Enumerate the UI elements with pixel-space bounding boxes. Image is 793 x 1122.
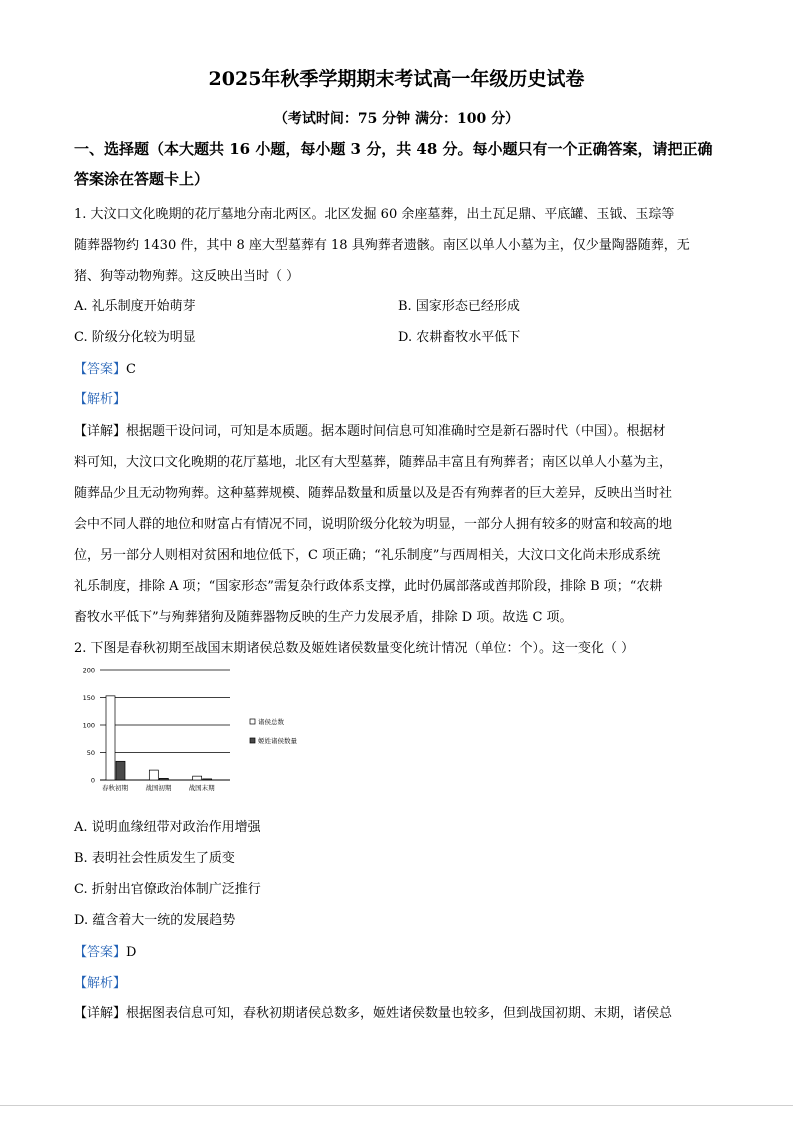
bar-total-1 xyxy=(149,770,158,780)
q1-stem-line2: 随葬器物约 1430 件，其中 8 座大型墓葬有 18 具殉葬者遗骸。南区以单人小墓为主，仅少量陶器随葬，无 xyxy=(74,238,690,253)
bar-ji-2 xyxy=(203,779,212,780)
q2-detail-label: 【详解】 xyxy=(74,1006,127,1021)
exam-subtitle: （考试时间：75 分钟 满分：100 分） xyxy=(273,111,520,127)
x-category-label: 战国末期 xyxy=(188,784,215,792)
q1-stem-line3: 猪、狗等动物殉葬。这反映出当时（ ） xyxy=(74,269,300,284)
x-category-label: 春秋初期 xyxy=(102,784,128,792)
legend-label: 诸侯总数 xyxy=(258,718,284,726)
q2-answer xyxy=(74,941,136,960)
chart-y-axis xyxy=(83,667,95,785)
q1-detail-line6: 礼乐制度，排除 A 项；“国家形态”需复杂行政体系支撑，此时仍属部落或酋邦阶段，排除 B 项；“农耕 xyxy=(74,579,663,594)
q1-option-a: A. 礼乐制度开始萌芽 xyxy=(74,299,196,314)
q2-option-b: B. 表明社会性质发生了质变 xyxy=(74,851,235,866)
q2-answer-value: D xyxy=(126,945,137,960)
q2-analysis-label: 【解析】 xyxy=(74,976,127,991)
q1-detail-line4: 会中不同人群的地位和财富占有情况不同，说明阶级分化较为明显，一部分人拥有较多的财富和较高的地 xyxy=(74,517,673,532)
exam-title: 2025年秋季学期期末考试高一年级历史试卷 xyxy=(208,68,585,90)
q1-answer xyxy=(74,358,136,377)
y-tick-label: 0 xyxy=(90,776,95,785)
q1-option-d: D. 农耕畜牧水平低下 xyxy=(398,330,521,345)
q2-answer-label: 【答案】 xyxy=(74,945,127,960)
legend-swatch xyxy=(250,738,255,743)
chart-legend xyxy=(250,717,298,745)
q1-detail-line2: 料可知，大汶口文化晚期的花厅墓地，北区有大型墓葬，随葬品丰富且有殉葬者；南区以单人小墓为主， xyxy=(74,455,673,470)
bar-total-2 xyxy=(193,776,202,780)
q1-stem-line1: 1. 大汶口文化晚期的花厅墓地分南北两区。北区发掘 60 余座墓葬，出土瓦足鼎、平底罐、玉钺、玉琮等 xyxy=(74,207,675,222)
q1-detail-line1: 【详解】根据题干设问词，可知是本质题。据本题时间信息可知准确时空是新石器时代（中国）。根据材 xyxy=(74,424,666,439)
bar-total-0 xyxy=(106,696,115,780)
legend-swatch xyxy=(250,719,255,724)
page-bottom-divider xyxy=(0,1105,793,1106)
legend-label: 姬姓诸侯数量 xyxy=(258,737,297,745)
y-tick-label: 150 xyxy=(82,694,95,702)
chart-bars xyxy=(106,696,212,780)
feudal-lords-bar-chart xyxy=(70,662,330,800)
y-tick-label: 200 xyxy=(82,666,95,675)
q1-answer-value: C xyxy=(126,362,136,377)
q2-detail-line1: 【详解】根据图表信息可知，春秋初期诸侯总数多，姬姓诸侯数量也较多，但到战国初期、末期，诸侯总 xyxy=(74,1006,673,1021)
bar-ji-0 xyxy=(116,761,125,780)
q1-detail-line5: 位，另一部分人则相对贫困和地位低下，C 项正确；“礼乐制度”与西周相关，大汶口文化尚未形成系统 xyxy=(74,548,661,563)
q1-detail-line3: 随葬品少且无动物殉葬。这种墓葬规模、随葬品数量和质量以及是否有殉葬者的巨大差异，反映出当时社 xyxy=(74,486,673,501)
y-tick-label: 100 xyxy=(82,721,95,730)
bar-ji-1 xyxy=(159,778,168,780)
y-tick-label: 50 xyxy=(86,749,95,757)
q2-option-a: A. 说明血缘纽带对政治作用增强 xyxy=(74,820,261,835)
q1-detail-label: 【详解】 xyxy=(74,424,127,439)
q1-option-c: C. 阶级分化较为明显 xyxy=(74,330,196,345)
q2-stem: 2. 下图是春秋初期至战国末期诸侯总数及姬姓诸侯数量变化统计情况（单位：个）。这一变化（ ） xyxy=(74,641,635,656)
q2-option-d: D. 蕴含着大一统的发展趋势 xyxy=(74,913,236,928)
section-heading-line2: 答案涂在答题卡上） xyxy=(74,170,210,188)
section-heading-line1: 一、选择题（本大题共 16 小题，每小题 3 分，共 48 分。每小题只有一个正确答案，请把正确 xyxy=(74,140,713,158)
chart-x-labels xyxy=(102,783,215,792)
q1-analysis-label: 【解析】 xyxy=(74,392,127,407)
x-category-label: 战国初期 xyxy=(145,784,172,792)
q2-option-c: C. 折射出官僚政治体制广泛推行 xyxy=(74,882,261,897)
q1-detail-line7: 畜牧水平低下”与殉葬猪狗及随葬器物反映的生产力发展矛盾，排除 D 项。故选 C 项。 xyxy=(74,610,573,625)
q1-answer-label: 【答案】 xyxy=(74,362,127,377)
q1-option-b: B. 国家形态已经形成 xyxy=(398,299,520,314)
